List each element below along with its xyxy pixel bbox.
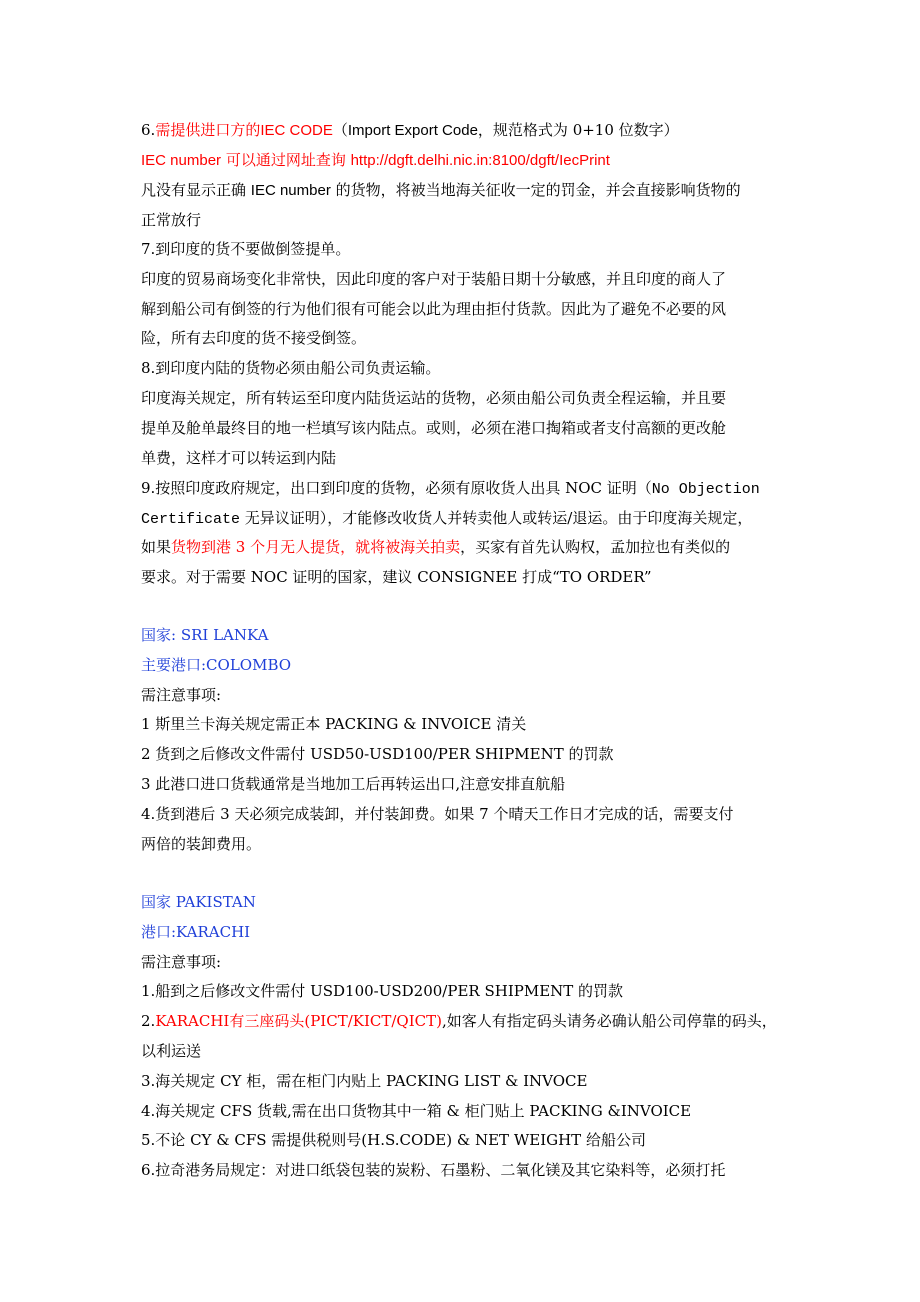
pakistan-port-heading: 港口:KARACHI (141, 923, 251, 941)
india-item-6: 6.需提供进口方的IEC CODE（Import Export Code，规范格式为 0+10 位数字） (141, 121, 679, 139)
paragraph-line: 单费，这样才可以转运到内陆 (141, 449, 337, 467)
sri-lanka-country-heading: 国家: SRI LANKA (141, 626, 269, 644)
paragraph-line: 印度海关规定，所有转运至印度内陆货运站的货物，必须由船公司负责全程运输，并且要 (141, 389, 727, 407)
paragraph-line: Certificate 无异议证明），才能修改收货人并转卖他人或转运/退运。由于印度海关规定， (141, 509, 753, 528)
highlight-text: 需提供进口方的 (155, 121, 261, 139)
notes-title: 需注意事项: (141, 953, 222, 971)
paragraph-line: 凡没有显示正确 IEC number 的货物，将被当地海关征收一定的罚金，并会直接影响货物的 (141, 181, 741, 199)
pakistan-country-heading: 国家 PAKISTAN (141, 893, 256, 911)
list-item: 3 此港口进口货载通常是当地加工后再转运出口,注意安排直航船 (141, 775, 566, 793)
iec-url-link[interactable]: http://dgft.delhi.nic.in:8100/dgft/IecPrint (350, 152, 610, 169)
list-item: 1.船到之后修改文件需付 USD100-USD200/PER SHIPMENT 的罚款 (141, 982, 624, 1000)
india-item-9: 9.按照印度政府规定，出口到印度的货物，必须有原收货人出具 NOC 证明（No Objection (141, 479, 760, 498)
paragraph-line: 以利运送 (141, 1042, 202, 1060)
highlight-text: KARACHI有三座码头(PICT/KICT/QICT) (155, 1012, 442, 1030)
iec-lookup-line: IEC number 可以通过网址查询 http://dgft.delhi.nic.in:8100/dgft/IecPrint (141, 151, 610, 169)
sri-lanka-port-heading: 主要港口:COLOMBO (141, 656, 292, 674)
paragraph-line: 两倍的装卸费用。 (141, 835, 262, 853)
paragraph-line: 提单及舱单最终目的地一栏填写该内陆点。或则，必须在港口掏箱或者支付高额的更改舱 (141, 419, 727, 437)
india-item-8: 8.到印度内陆的货物必须由船公司负责运输。 (141, 359, 441, 377)
list-item: 2.KARACHI有三座码头(PICT/KICT/QICT),如客人有指定码头请务必确认船公司停靠的码头， (141, 1012, 777, 1030)
paragraph-line: 正常放行 (141, 211, 202, 229)
list-item: 5.不论 CY & CFS 需提供税则号(H.S.CODE) & NET WEIGHT 给船公司 (141, 1131, 646, 1149)
list-item: 6.拉奇港务局规定：对进口纸袋包装的炭粉、石墨粉、二氧化镁及其它染料等，必须打托 (141, 1161, 726, 1179)
highlight-code: IEC CODE (260, 122, 333, 139)
paragraph-line: 要求。对于需要 NOC 证明的国家，建议 CONSIGNEE 打成“TO ORDER” (141, 568, 652, 586)
list-item: 3.海关规定 CY 柜，需在柜门内贴上 PACKING LIST & INVOCE (141, 1072, 588, 1090)
notes-title: 需注意事项: (141, 686, 222, 704)
india-item-7: 7.到印度的货不要做倒签提单。 (141, 240, 351, 258)
paragraph-line: 如果货物到港 3 个月无人提货，就将被海关拍卖，买家有首先认购权，孟加拉也有类似的 (141, 538, 731, 556)
list-item: 2 货到之后修改文件需付 USD50-USD100/PER SHIPMENT 的罚款 (141, 745, 614, 763)
paragraph-line: 解到船公司有倒签的行为他们很有可能会以此为理由拒付货款。因此为了避免不必要的风 (141, 300, 727, 318)
paragraph-line: 印度的贸易商场变化非常快，因此印度的客户对于装船日期十分敏感，并且印度的商人了 (141, 270, 727, 288)
list-item: 4.海关规定 CFS 货载,需在出口货物其中一箱 & 柜门贴上 PACKING &INVOICE (141, 1102, 692, 1120)
item-number: 6. (141, 121, 156, 139)
list-item: 1 斯里兰卡海关规定需正本 PACKING & INVOICE 清关 (141, 715, 527, 733)
highlight-text: 货物到港 3 个月无人提货，就将被海关拍卖 (171, 538, 461, 556)
paragraph-line: 险，所有去印度的货不接受倒签。 (141, 329, 367, 347)
list-item: 4.货到港后 3 天必须完成装卸，并付装卸费。如果 7 个晴天工作日才完成的话，需要支付 (141, 805, 734, 823)
